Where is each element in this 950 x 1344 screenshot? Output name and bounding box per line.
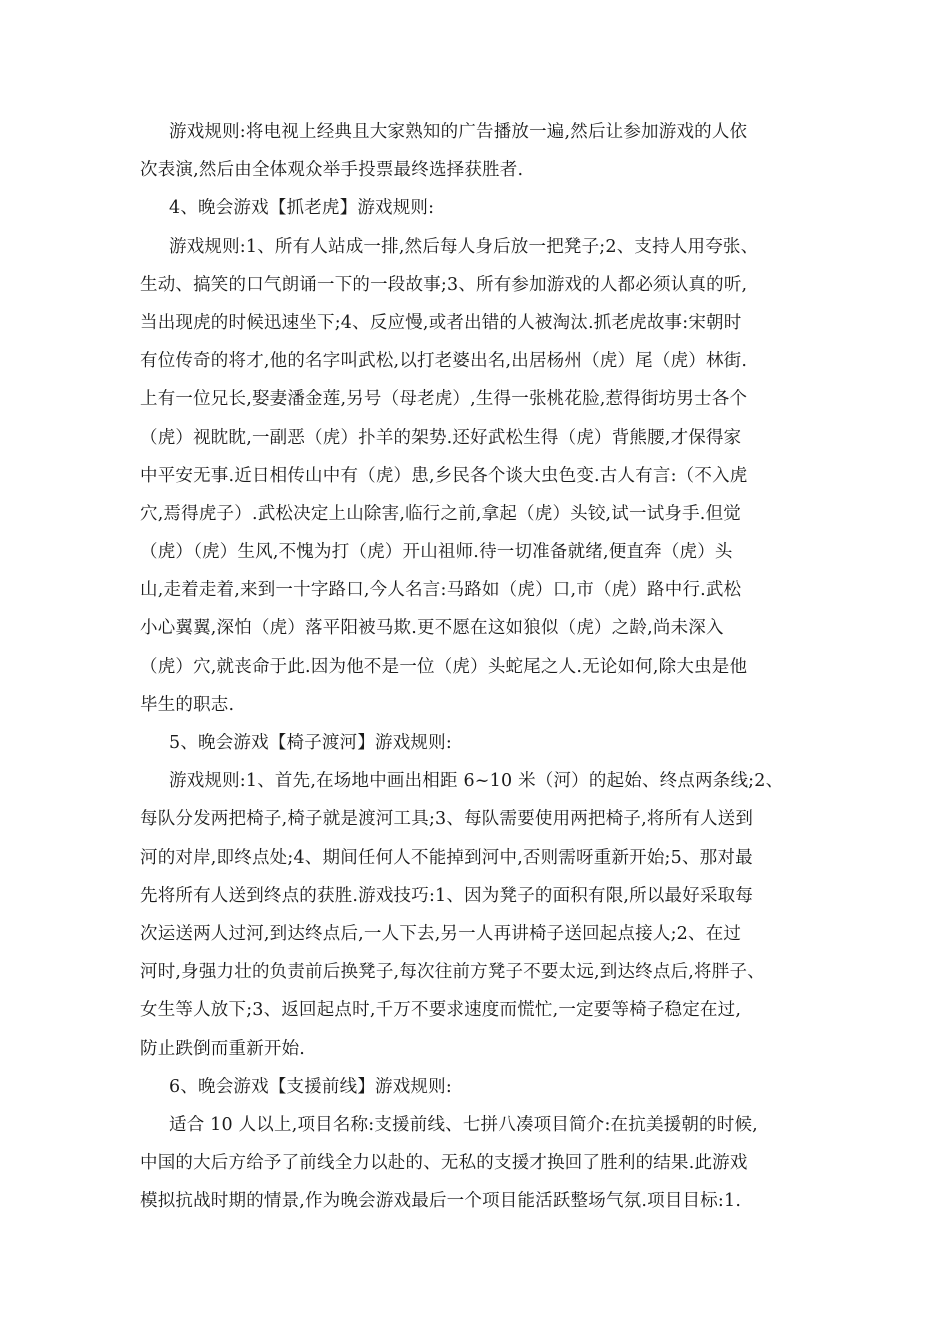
text-line: 模拟抗战时期的情景,作为晚会游戏最后一个项目能活跃整场气氛.项目目标:1.: [140, 1191, 742, 1212]
text-line: 小心翼翼,深怕（虎）落平阳被马欺.更不愿在这如狼似（虎）之龄,尚未深入: [140, 618, 724, 639]
text-line: 有位传奇的将才,他的名字叫武松,以打老婆出名,出居杨州（虎）尾（虎）林街.: [140, 351, 748, 372]
text-line: 河时,身强力壮的负责前后换凳子,每次往前方凳子不要太远,到达终点后,将胖子、: [140, 962, 765, 983]
text-line: 游戏规则:1、首先,在场地中画出相距 6~10 米（河）的起始、终点两条线;2、: [169, 771, 784, 792]
text-line: 6、晚会游戏【支援前线】游戏规则:: [169, 1076, 452, 1097]
text-line: 游戏规则:1、所有人站成一排,然后每人身后放一把凳子;2、支持人用夸张、: [169, 236, 759, 257]
text-line: 上有一位兄长,娶妻潘金莲,另号（母老虎）,生得一张桃花脸,惹得街坊男士各个: [140, 389, 748, 410]
text-line: 山,走着走着,来到一十字路口,今人名言:马路如（虎）口,市（虎）路中行.武松: [140, 580, 742, 601]
text-line: 河的对岸,即终点处;4、期间任何人不能掉到河中,否则需呀重新开始;5、那对最: [140, 847, 753, 868]
text-line: （虎）视眈眈,一副恶（虎）扑羊的架势.还好武松生得（虎）背熊腰,才保得家: [140, 427, 742, 448]
text-line: 次表演,然后由全体观众举手投票最终选择获胜者.: [140, 160, 524, 181]
text-line: （虎）穴,就丧命于此.因为他不是一位（虎）头蛇尾之人.无论如何,除大虫是他: [140, 656, 748, 677]
text-line: 穴,焉得虎子）.武松决定上山除害,临行之前,拿起（虎）头铰,试一试身手.但觉: [140, 503, 741, 524]
text-line: 生动、搞笑的口气朗诵一下的一段故事;3、所有参加游戏的人都必须认真的听,: [140, 274, 748, 295]
text-line: 适合 10 人以上,项目名称:支援前线、七拼八凑项目简介:在抗美援朝的时候,: [169, 1114, 758, 1135]
text-line: 女生等人放下;3、返回起点时,千万不要求速度而慌忙,一定要等椅子稳定在过,: [140, 1000, 742, 1021]
text-line: 4、晚会游戏【抓老虎】游戏规则:: [169, 198, 435, 219]
text-line: 中国的大后方给予了前线全力以赴的、无私的支援才换回了胜利的结果.此游戏: [140, 1153, 748, 1174]
text-line: （虎）（虎）生风,不愧为打（虎）开山祖师.待一切准备就绪,便直奔（虎）头: [140, 542, 733, 563]
text-line: 当出现虎的时候迅速坐下;4、反应慢,或者出错的人被淘汰.抓老虎故事:宋朝时: [140, 312, 742, 333]
text-line: 先将所有人送到终点的获胜.游戏技巧:1、因为凳子的面积有限,所以最好采取每: [140, 885, 754, 906]
text-line: 游戏规则:将电视上经典且大家熟知的广告播放一遍,然后让参加游戏的人依: [169, 122, 748, 142]
text-line: 次运送两人过河,到达终点后,一人下去,另一人再讲椅子送回起点接人;2、在过: [140, 923, 742, 944]
text-line: 每队分发两把椅子,椅子就是渡河工具;3、每队需要使用两把椅子,将所有人送到: [140, 809, 754, 830]
document-body: [140, 113, 830, 1220]
text-line: 5、晚会游戏【椅子渡河】游戏规则:: [169, 733, 452, 753]
text-line: 防止跌倒而重新开始.: [140, 1038, 306, 1059]
text-line: 毕生的职志.: [140, 694, 235, 715]
text-line: 中平安无事.近日相传山中有（虎）患,乡民各个谈大虫色变.古人有言:（不入虎: [140, 465, 748, 486]
